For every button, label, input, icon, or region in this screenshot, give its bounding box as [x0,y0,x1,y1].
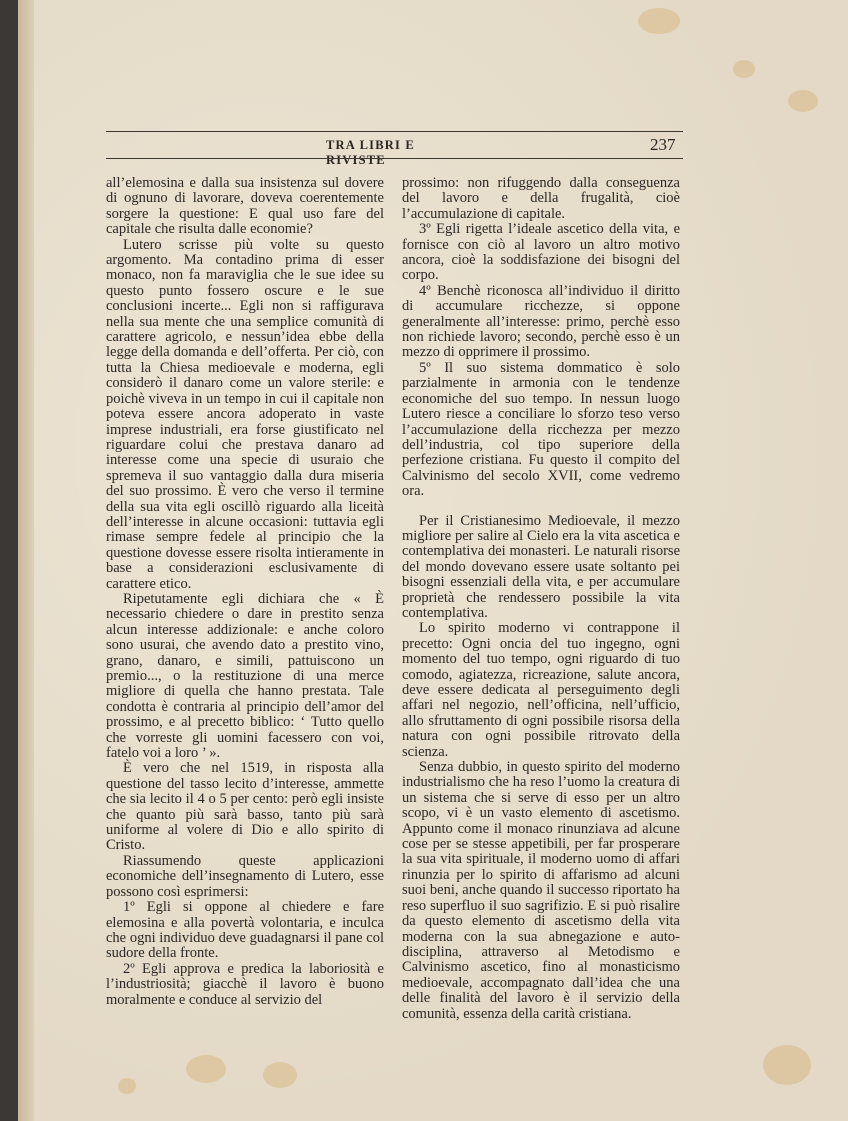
foxing-stain [118,1078,136,1094]
list-item: 1º Egli si oppone al chiedere e fare elemosina e alla povertà volontaria, e inculca che ogni individuo deve guadagnarsi il pane col sudore della fronte. [106,899,384,962]
list-item: 4º Benchè riconosca all’individuo il diritto di accumulare ricchezze, si oppone generalmente all’interesse: primo, perchè esso non richiede lavoro; secondo, perchè esso è un mezzo di opprimere il prossimo. [402,282,680,361]
page-number: 237 [650,135,676,154]
left-column [106,176,384,1008]
foxing-stain [788,90,818,112]
right-column [402,176,680,1022]
header-rule-bottom [106,158,683,159]
foxing-stain [263,1062,297,1088]
paragraph: Lutero scrisse più volte su questo argomento. Ma contadino prima di esser monaco, non fa maraviglia che le sue idee su questo punto fossero oscure e le sue conclusioni incerte... Egli non si raffigurava nella sua mente che una semplice comunità di carattere agricolo, e nessun’idea ebbe della legge della domanda e dell’offerta. Per ciò, con tutta la Chiesa medioevale e moderna, egli considerò il danaro come un valore sterile: e poichè viveva in un tempo in cui il capitale non poteva essere ancora adoperato in vaste imprese industriali, era forse giustificato nel riguardare colui che prestava danaro ad interesse come una specie di usuraio che spremeva il suo vantaggio dalla dura miseria del suo prossimo. È vero che verso il termine della sua vita egli oscillò riguardo alla liceità dell’interesse in alcune occasioni: tuttavia egli rimase sempre fedele al principio che la questione dovesse essere risolta intieramente in base a considerazioni esclusivamente di carattere etico. [106,236,384,592]
foxing-stain [186,1055,226,1083]
paragraph: Riassumendo queste applicazioni economiche dell’insegnamento di Lutero, esse possono così esprimersi: [106,852,384,900]
foxing-stain [638,8,680,34]
paragraph: prossimo: non rifuggendo dalla conseguenza del lavoro e della frugalità, cioè l’accumulazione di capitale. [402,175,680,222]
foxing-stain [763,1045,811,1085]
paragraph: Ripetutamente egli dichiara che « È necessario chiedere o dare in prestito senza alcun interesse addizionale: e anche coloro sono usurai, che avendo dato a prestito vino, grano, danaro, e simili, pattuiscono un premio..., o la restituzione di una merce migliore di quella che hanno prestata. Tale condotta è contraria al principio dell’amor del prossimo, e al precetto biblico: ‘ Tutto quello che vorreste gli uomini facessero con voi, fatelo voi a loro ’ ». [106,590,384,762]
page-binding-edge [18,0,34,1121]
paragraph: Per il Cristianesimo Medioevale, il mezzo migliore per salire al Cielo era la vita ascetica e contemplativa dei monasteri. Le naturali risorse del mondo dovevano essere usate soltanto pei bisogni essenziali della vita, e per accumulare proprietà che rendessero possibile la vita contemplativa. [402,512,680,621]
header-rule-top [106,131,683,132]
paragraph: È vero che nel 1519, in risposta alla questione del tasso lecito d’interesse, ammette che sia lecito il 4 o 5 per cento: però egli insiste che quanto più sarà basso, tanto più sarà uniforme al volere di Dio e allo spirito di Cristo. [106,760,384,854]
paragraph: all’elemosina e dalla sua insistenza sul dovere di ognuno di lavorare, doveva coerentemente sorgere la questione: E qual uso fare del capitale che risulta dalle economie? [106,175,384,238]
list-item: 3º Egli rigetta l’ideale ascetico della vita, e fornisce con ciò al lavoro un altro motivo ancora, cioè la soddisfazione dei bisogni del corpo. [402,221,680,284]
foxing-stain [733,60,755,78]
list-item: 5º Il suo sistema dommatico è solo parzialmente in armonia con le tendenze economiche del suo tempo. In nessun luogo Lutero riesce a conciliare lo sforzo teso verso l’accumulazione della ricchezza per mezzo dell’industria, col tipo superiore della perfezione cristiana. Fu questo il compito del Calvinismo del secolo XVII, come vedremo ora. [402,359,680,500]
running-head: TRA LIBRI E RIVISTE [326,138,415,167]
list-item: 2º Egli approva e predica la laboriosità e l’industriosità; giacchè il lavoro è buono moralmente e conduce al servizio del [106,960,384,1008]
paragraph: Lo spirito moderno vi contrappone il precetto: Ogni oncia del tuo ingegno, ogni momento del tuo tempo, ogni riguardo di tuo comodo, agiatezza, ricreazione, salute ancora, deve essere dedicata al perseguimento degli affari nel negozio, nell’officina, nell’ufficio, allo sfruttamento di ogni possibile risorsa della natura con ogni possibile ritrovato della scienza. [402,620,680,760]
paragraph: Senza dubbio, in questo spirito del moderno industrialismo che ha reso l’uomo la creatura di un sistema che si serve di esso per un altro scopo, vi è un vasto elemento di ascetismo. Appunto come il monaco rinunziava ad alcune cose per se stesse appetibili, per far prosperare la sua vita spirituale, il moderno uomo di affari rinunzia per lo spirito di affarismo ad alcuni suoi beni, anche quando il successo riportato ha reso superfluo il suo sagrifizio. E si può risalire da questo elemento di ascetismo della vita moderna con la sua abnegazione e auto-disciplina, attraverso al Metodismo e Calvinismo ascetico, fino al monasticismo medioevale, accompagnato dall’idea che una delle finalità del lavoro è il servizio della comunità, essenza della carità cristiana. [402,759,680,1022]
